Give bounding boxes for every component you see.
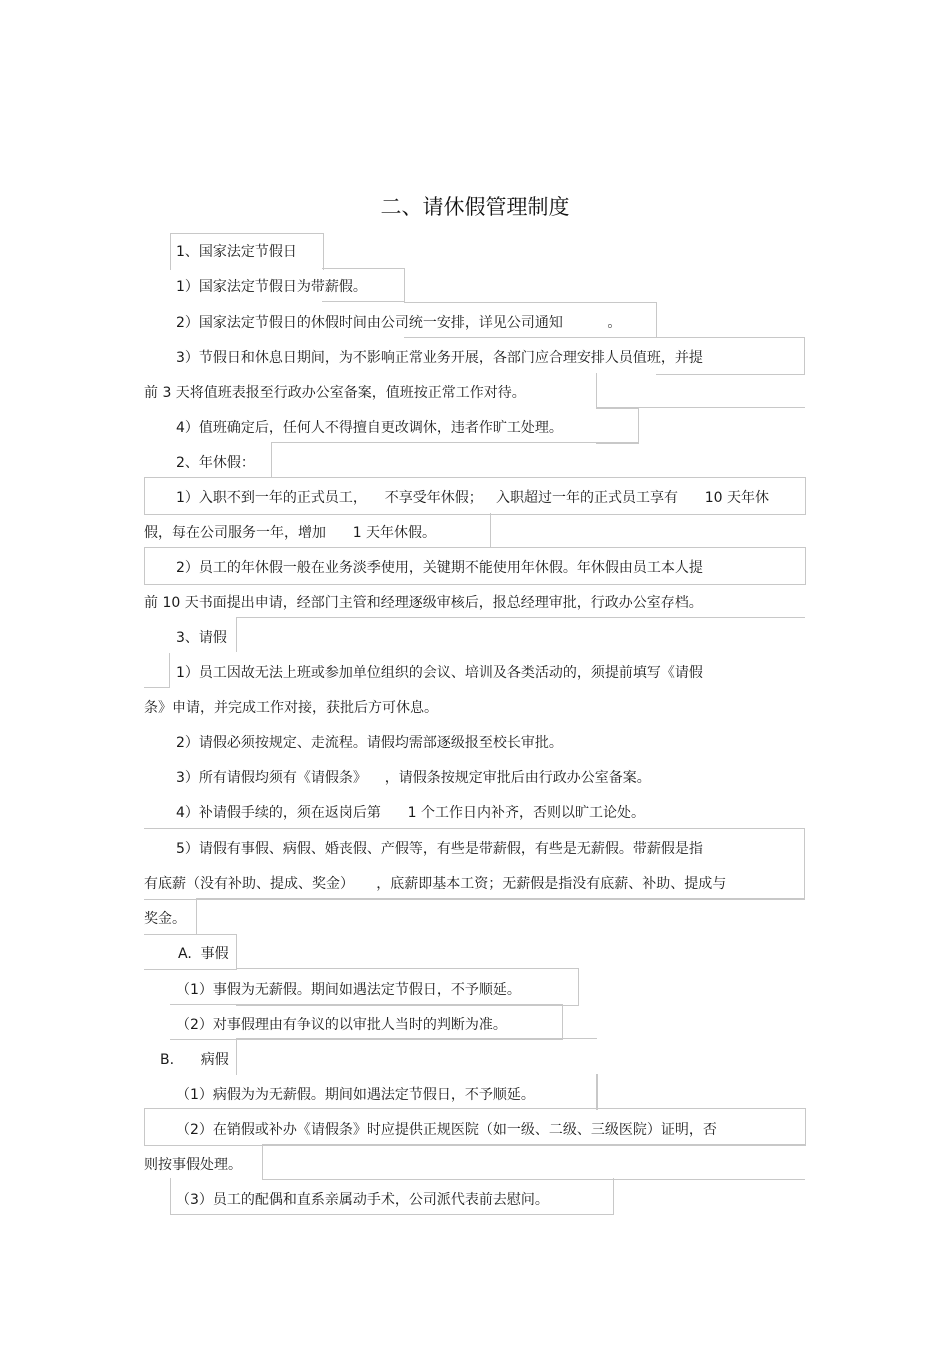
section-heading: 2、年休假： — [176, 455, 255, 471]
paragraph-line: （1）事假为无薪假。期间如遇法定节假日，不予顺延。 — [176, 982, 521, 998]
scan-frame — [262, 1144, 805, 1180]
paragraph-line: （3）员工的配偶和直系亲属动手术，公司派代表前去慰问。 — [176, 1192, 549, 1208]
page-title: 二、请休假管理制度 — [380, 195, 570, 219]
paragraph-line: 奖金。 — [144, 911, 186, 927]
paragraph-line: 假，每在公司服务一年，增加 1 天年休假。 — [144, 525, 437, 541]
paragraph-line: 1）入职不到一年的正式员工， 不享受年休假； 入职超过一年的正式员工享有 10 天年休 — [176, 490, 770, 506]
paragraph-line: 2）请假必须按规定、走流程。请假均需部逐级报至校长审批。 — [176, 735, 563, 751]
scan-frame — [236, 617, 805, 652]
scan-frame — [490, 513, 805, 548]
paragraph-line: 4）补请假手续的，须在返岗后第 1 个工作日内补齐，否则以旷工论处。 — [176, 805, 645, 821]
paragraph-line: 3）节假日和休息日期间，为不影响正常业务开展，各部门应合理安排人员值班，并提 — [176, 350, 703, 366]
scan-frame — [596, 408, 639, 444]
paragraph-line: 条》申请，并完成工作对接，获批后方可休息。 — [144, 700, 438, 716]
paragraph-line: 4）值班确定后，任何人不得擅自更改调休，违者作旷工处理。 — [176, 420, 563, 436]
paragraph-line: （2）对事假理由有争议的以审批人当时的判断为准。 — [176, 1017, 507, 1033]
subsection-heading: B. 病假 — [160, 1052, 229, 1068]
paragraph-line: （2）在销假或补办《请假条》时应提供正规医院（如一级、二级、三级医院）证明，否 — [176, 1122, 717, 1138]
scan-frame — [271, 442, 639, 478]
scan-frame — [144, 653, 170, 688]
paragraph-line: 前 10 天书面提出申请，经部门主管和经理逐级审核后，报总经理审批，行政办公室存档。 — [144, 595, 703, 611]
paragraph-line: 2）员工的年休假一般在业务淡季使用，关键期不能使用年休假。年休假由员工本人提 — [176, 560, 703, 576]
paragraph-line: 则按事假处理。 — [144, 1157, 242, 1173]
scan-frame — [596, 1074, 598, 1110]
paragraph-line: 1）国家法定节假日为带薪假。 — [176, 279, 367, 295]
scan-frame — [596, 373, 805, 408]
scan-frame — [236, 1038, 597, 1075]
subsection-heading: A. 事假 — [178, 946, 229, 962]
paragraph-line: 1）员工因故无法上班或参加单位组织的会议、培训及各类活动的，须提前填写《请假 — [176, 665, 703, 681]
scan-frame — [196, 898, 805, 935]
paragraph-line: 有底薪（没有补助、提成、奖金） ，底薪即基本工资；无薪假是指没有底薪、补助、提成与 — [144, 876, 727, 892]
paragraph-line: 5）请假有事假、病假、婚丧假、产假等，有些是带薪假，有些是无薪假。带薪假是指 — [176, 841, 703, 857]
paragraph-line: 2）国家法定节假日的休假时间由公司统一安排，详见公司通知 。 — [176, 315, 622, 331]
paragraph-line: 前 3 天将值班表报至行政办公室备案，值班按正常工作对待。 — [144, 385, 526, 401]
paragraph-line: （1）病假为为无薪假。期间如遇法定节假日，不予顺延。 — [176, 1087, 535, 1103]
section-heading: 3、请假 — [176, 630, 227, 646]
paragraph-line: 3）所有请假均须有《请假条》 ，请假条按规定审批后由行政办公室备案。 — [176, 770, 651, 786]
section-heading: 1、国家法定节假日 — [176, 244, 297, 260]
